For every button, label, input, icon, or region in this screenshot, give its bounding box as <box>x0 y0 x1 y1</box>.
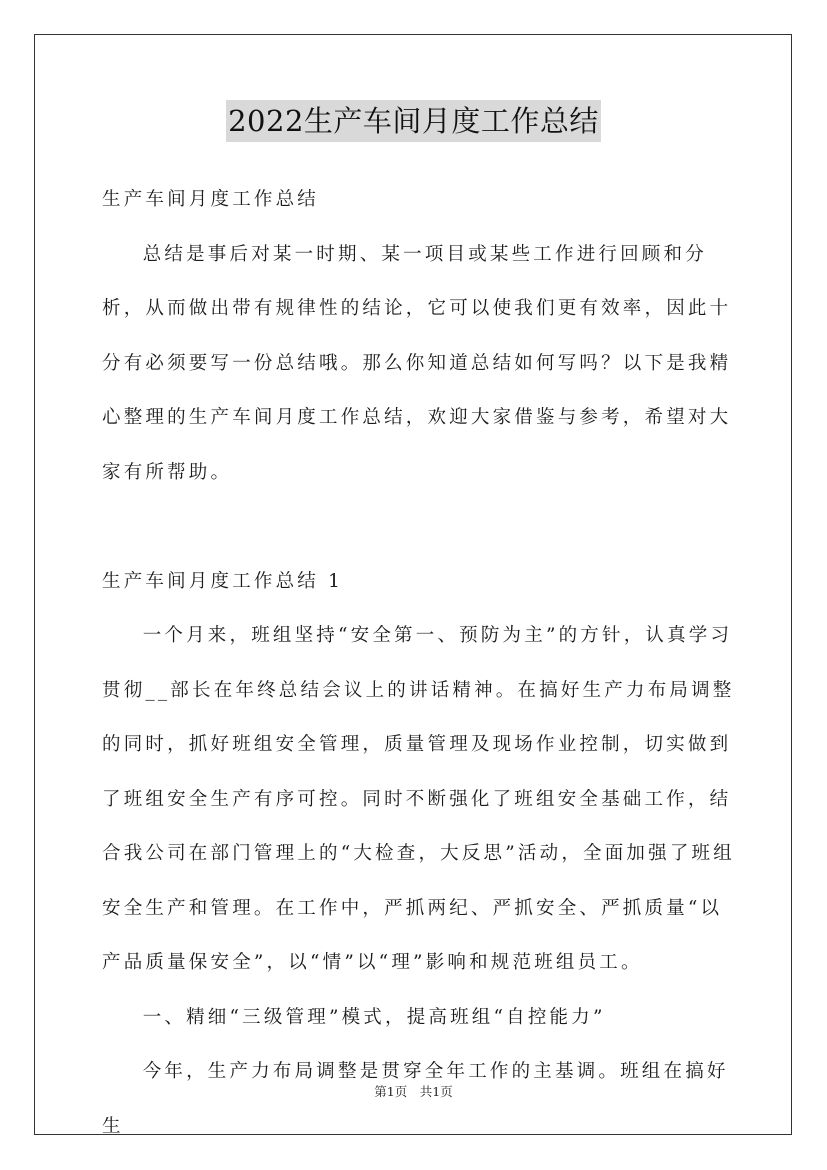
section-heading: 生产车间月度工作总结 1 <box>102 570 344 592</box>
page-footer: 第1页 共1页 <box>374 1084 453 1099</box>
document-body <box>102 173 742 1154</box>
document-title: 2022生产车间月度工作总结 <box>226 100 601 142</box>
subheading: 一、精细“三级管理”模式，提高班组“自控能力” <box>142 1006 606 1028</box>
document-subtitle: 生产车间月度工作总结 <box>102 189 320 210</box>
intro-paragraph: 总结是事后对某一时期、某一项目或某些工作进行回顾和分析，从而做出带有规律性的结论，它可以使我们更有效率，因此十分有必须要写一份总结哦。那么你知道总结如何写吗？以下是我精心整理的生产车间月度工作总结，欢迎大家借鉴与参考，希望对大家有所帮助。 <box>102 243 732 483</box>
title-container <box>0 100 827 142</box>
section-paragraph: 一个月来，班组坚持“安全第一、预防为主”的方针，认真学习贯彻__部长在年终总结会议上的讲话精神。在搞好生产力布局调整的同时，抓好班组安全管理，质量管理及现场作业控制，切实做到了班组安全生产有序可控。同时不断强化了班组安全基础工作，结合我公司在部门管理上的“大检查，大反思”活动，全面加强了班组安全生产和管理。在工作中，严抓两纪、严抓安全、严抓质量“以产品质量保安全”，以“情”以“理”影响和规范班组员工。 <box>102 625 735 973</box>
last-paragraph: 今年，生产力布局调整是贯穿全年工作的主基调。班组在搞好生 <box>102 1061 729 1137</box>
